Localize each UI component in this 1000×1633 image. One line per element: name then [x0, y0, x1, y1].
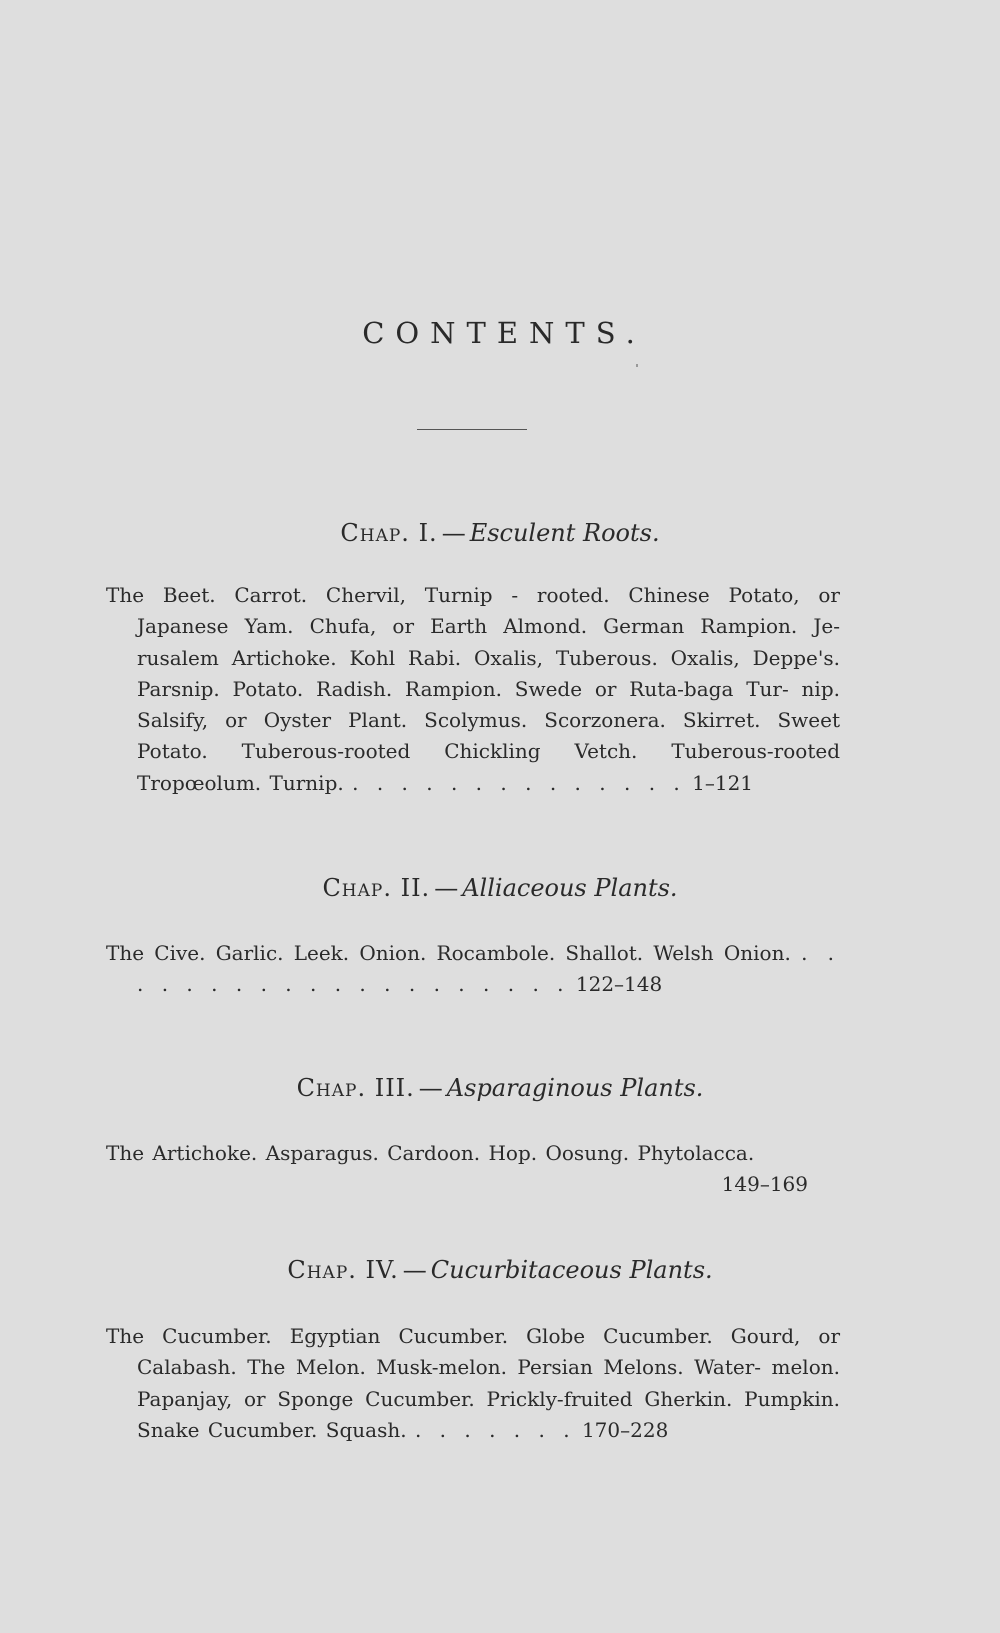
chapter-dash: — — [402, 1256, 427, 1284]
chapter-topics: The Artichoke. Asparagus. Cardoon. Hop. Oosung. Phytolacca. — [106, 1141, 755, 1165]
chapter-label: Chap. III. — [296, 1074, 415, 1102]
page-range: 170–228 — [581, 1417, 669, 1442]
chapter-dash: — — [418, 1074, 443, 1102]
chapter-subject: Alliaceous Plants. — [462, 874, 678, 902]
chapter-entry — [106, 580, 840, 799]
page-title: CONTENTS. — [362, 316, 646, 350]
page-range: 122–148 — [575, 972, 663, 997]
chapter-heading — [0, 874, 1000, 902]
dot-leader: . . . . . . . . . . . . . . . . . . . . — [137, 941, 841, 997]
title-divider — [417, 429, 527, 430]
chapter-topics: The Cucumber. Egyptian Cucumber. Globe Cucumber. Gourd, or Calabash. The Melon. Musk-melon. Persian Melons. Water- melon. Papanjay, or Sponge Cucumber. Prickly-fruited Gherkin. Pumpkin. Snake Cucumber. Squash. — [106, 1324, 840, 1442]
chapter-heading — [0, 519, 1000, 547]
chapter-dash: — — [441, 519, 466, 547]
dot-leader: . . . . . . . — [414, 1417, 576, 1442]
page-range: 149–169 — [721, 1172, 808, 1196]
chapter-subject: Esculent Roots. — [469, 519, 660, 547]
chapter-dash: — — [434, 874, 459, 902]
chapter-subject: Asparaginous Plants. — [446, 1074, 704, 1102]
chapter-label: Chap. IV. — [287, 1256, 399, 1284]
paper-speck — [636, 364, 638, 367]
chapter-heading — [0, 1256, 1000, 1284]
chapter-label: Chap. II. — [322, 874, 431, 902]
chapter-subject: Cucurbitaceous Plants. — [430, 1256, 713, 1284]
chapter-entry — [106, 938, 840, 1001]
chapter-entry — [106, 1321, 840, 1446]
chapter-label: Chap. I. — [340, 519, 438, 547]
chapter-topics: The Beet. Carrot. Chervil, Turnip - rooted. Chinese Potato, or Japanese Yam. Chufa, or Earth Almond. German Rampion. Je- rusalem Artichoke. Kohl Rabi. Oxalis, Tuberous. Oxalis, Deppe's. Parsnip. Potato. Radish. Rampion. Swede or Ruta-baga Tur- nip. Salsify, or Oyster Plant. Scolymus. Scorzonera. Skirret. Sweet Potato. Tuberous-rooted Chickling Vetch. Tuberous-rooted Tropœolum. Turnip. — [106, 583, 840, 795]
dot-leader: . . . . . . . . . . . . . . — [352, 770, 686, 795]
chapter-heading — [0, 1074, 1000, 1102]
page-range: 1–121 — [692, 770, 754, 795]
chapter-topics: The Cive. Garlic. Leek. Onion. Rocambole. Shallot. Welsh Onion. — [106, 941, 791, 965]
chapter-entry — [106, 1138, 840, 1169]
